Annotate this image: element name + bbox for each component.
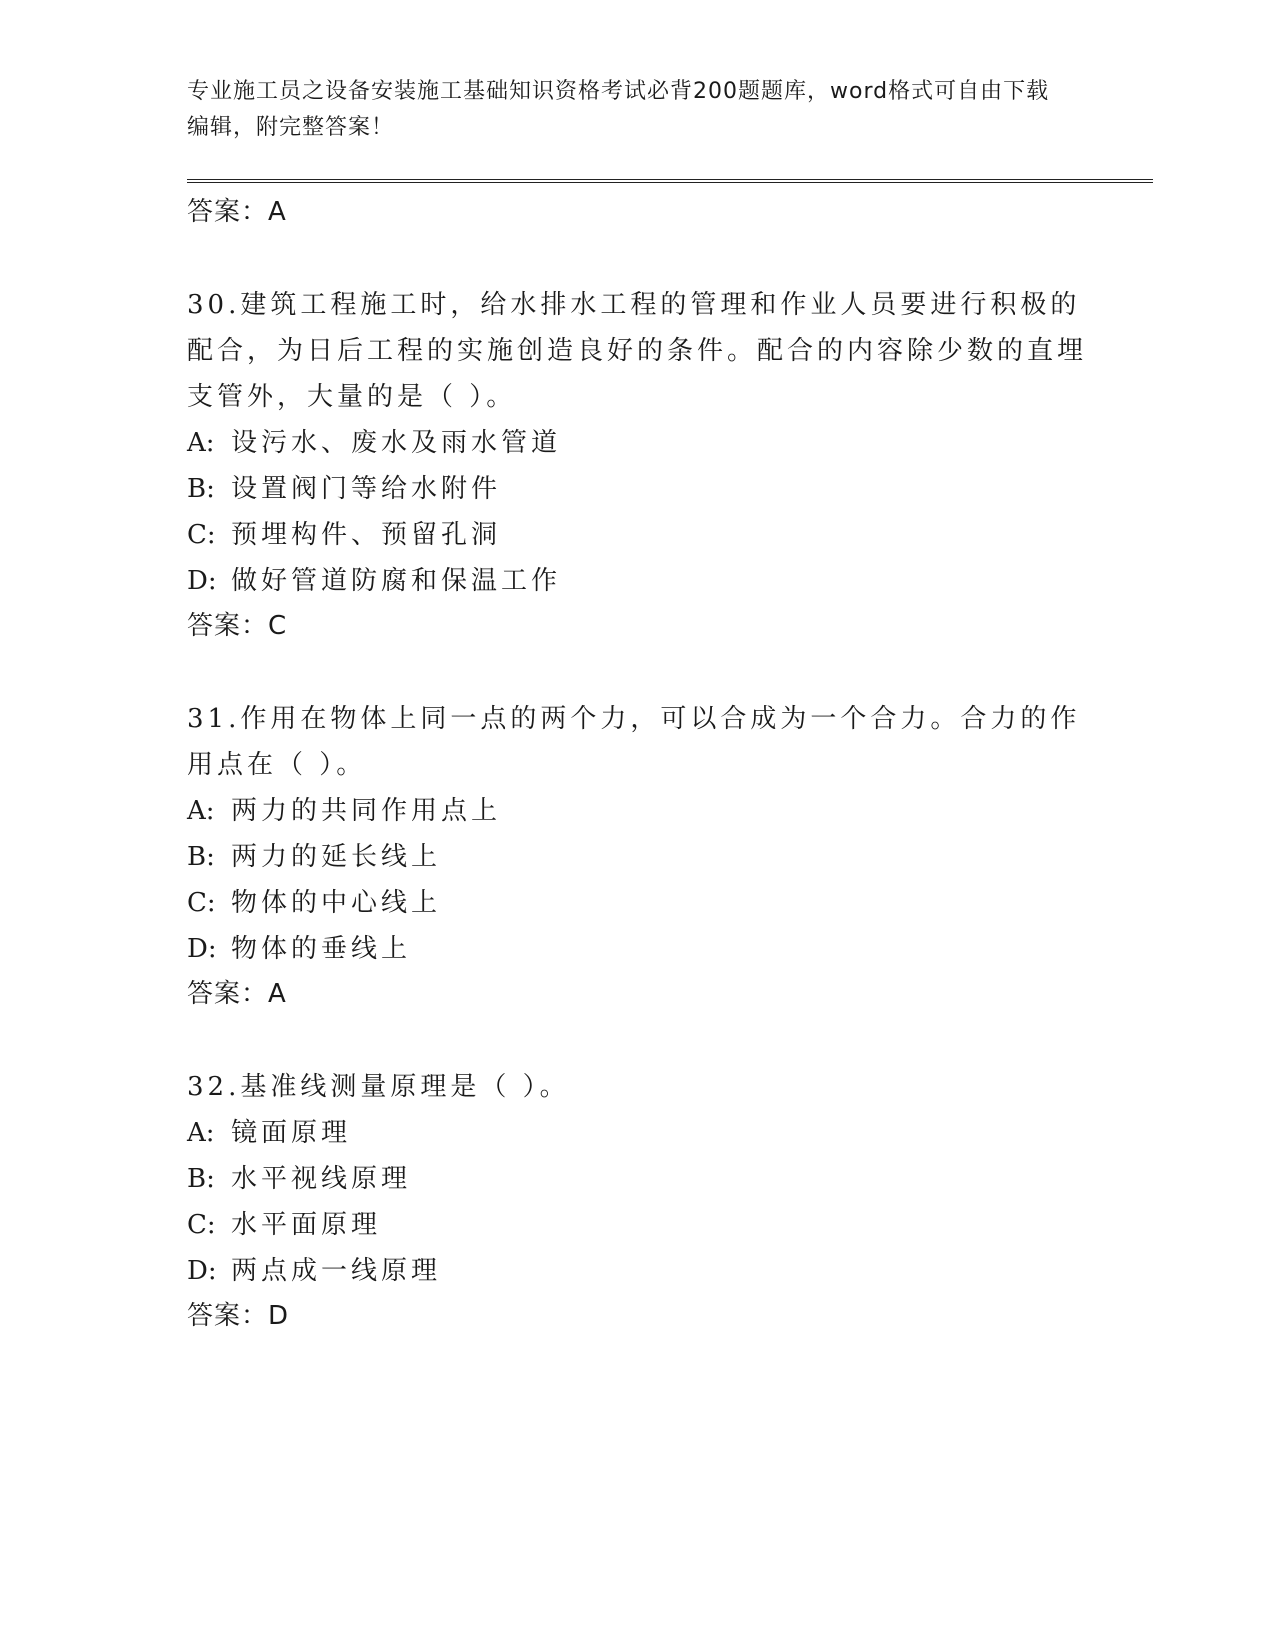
option-text: 水平视线原理 <box>231 1164 412 1194</box>
question-text: 32.基准线测量原理是（ ）。 <box>187 1072 570 1102</box>
spacer <box>187 1016 1087 1064</box>
option-c <box>187 1202 1087 1248</box>
option-text: 两点成一线原理 <box>231 1256 442 1286</box>
option-letter: D: <box>187 934 217 964</box>
option-d <box>187 1248 1087 1294</box>
option-letter: C: <box>187 520 216 550</box>
option-a <box>187 788 1087 834</box>
option-letter: C: <box>187 888 216 918</box>
question-text: 31.作用在物体上同一点的两个力，可以合成为一个合力。合力的作用点在（ ）。 <box>187 704 1081 780</box>
option-letter: D: <box>187 566 217 596</box>
question-text: 30.建筑工程施工时，给水排水工程的管理和作业人员要进行积极的配合，为日后工程的实施创造良好的条件。配合的内容除少数的直埋支管外，大量的是（ ）。 <box>187 290 1088 412</box>
option-text: 预埋构件、预留孔洞 <box>231 520 502 550</box>
option-letter: B: <box>187 842 215 872</box>
option-a <box>187 1110 1087 1156</box>
question-block <box>187 282 1087 648</box>
option-c <box>187 880 1087 926</box>
option-letter: B: <box>187 474 215 504</box>
option-b <box>187 1156 1087 1202</box>
question-block <box>187 1064 1087 1338</box>
option-text: 物体的垂线上 <box>231 934 412 964</box>
option-d <box>187 558 1087 604</box>
option-text: 设置阀门等给水附件 <box>231 474 502 504</box>
option-letter: C: <box>187 1210 216 1240</box>
option-d <box>187 926 1087 972</box>
option-b <box>187 466 1087 512</box>
previous-answer: 答案：A <box>187 197 287 227</box>
option-a <box>187 420 1087 466</box>
answer: 答案：A <box>187 979 287 1009</box>
document-body <box>187 190 1087 1338</box>
option-text: 设污水、废水及雨水管道 <box>231 428 562 458</box>
option-text: 物体的中心线上 <box>231 888 442 918</box>
question-block <box>187 696 1087 1016</box>
option-b <box>187 834 1087 880</box>
spacer <box>187 648 1087 696</box>
option-text: 两力的延长线上 <box>231 842 442 872</box>
option-letter: D: <box>187 1256 217 1286</box>
option-letter: A: <box>187 796 215 826</box>
page-header: 专业施工员之设备安装施工基础知识资格考试必背200题题库，word格式可自由下载编辑，附完整答案！ <box>187 79 1050 140</box>
answer: 答案：D <box>187 1301 290 1331</box>
spacer <box>187 234 1087 282</box>
option-text: 两力的共同作用点上 <box>231 796 502 826</box>
option-letter: A: <box>187 1118 215 1148</box>
option-letter: A: <box>187 428 215 458</box>
header-rule <box>187 179 1153 183</box>
option-text: 镜面原理 <box>231 1118 352 1148</box>
option-letter: B: <box>187 1164 215 1194</box>
option-text: 水平面原理 <box>231 1210 382 1240</box>
option-c <box>187 512 1087 558</box>
answer: 答案：C <box>187 611 288 641</box>
option-text: 做好管道防腐和保温工作 <box>231 566 562 596</box>
